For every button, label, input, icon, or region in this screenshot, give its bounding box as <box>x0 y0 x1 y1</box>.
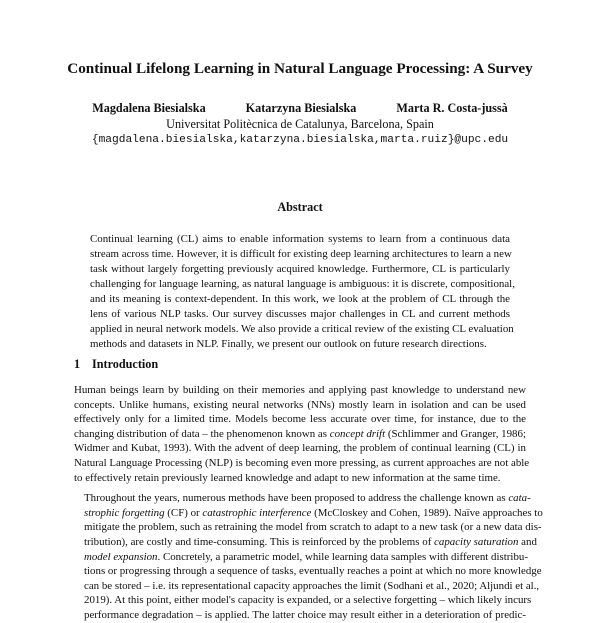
text-run: (Schlimmer and Granger, 1986; <box>385 427 526 440</box>
paragraph <box>74 383 530 485</box>
paragraph-line: concepts. Unlike humans, existing neural networks (NNs) mostly learn in isolation and can be used <box>74 398 526 411</box>
abstract-line: Continual learning (CL) aims to enable information systems to learn from a continuous data <box>90 233 510 245</box>
abstract-line: lens of various NLP tasks. Our survey discusses major challenges in CL and current methods <box>90 308 510 320</box>
paragraph-line: tions or progressing through a sequence of tasks, eventually reaches a point at which no more knowledge <box>84 565 542 578</box>
abstract-line: task without largely forgetting previously acquired knowledge. Furthermore, CL is particularly <box>90 263 510 275</box>
abstract-line: and its meaning is context-dependent. In this work, we look at the problem of CL through the <box>90 293 510 305</box>
abstract-line: stream across time. However, it is difficult for existing deep learning architectures to learn a new <box>90 248 512 260</box>
introduction-body <box>74 383 543 623</box>
paragraph-line: Widmer and Kubat, 1993). With the advent of deep learning, the problem of continual learning (CL) in <box>74 442 526 455</box>
author-emails: {magdalena.biesialska,katarzyna.biesialska,marta.ruiz}@upc.edu <box>91 134 509 146</box>
abstract-heading: Abstract <box>277 200 323 214</box>
author-list <box>0 101 600 116</box>
paragraph-line <box>74 506 543 521</box>
section-title: Introduction <box>92 357 159 371</box>
paragraph-line: mitigate the problem, such as retraining the model from scratch to adapt to a new task (or a new data dis- <box>84 521 542 534</box>
emphasized-term: catastrophic interference <box>202 506 312 519</box>
paragraph-line: can be stored – i.e. its representational capacity approaches the limit (Sodhani et al., 2020; Aljundi et al., <box>84 579 540 592</box>
abstract-line: applied in neural network models. We also provide a critical review of the existing CL evaluation <box>90 323 514 335</box>
paragraph-line: performance degradation – is applied. The latter choice may result either in a deterioration of predic- <box>84 608 526 621</box>
emphasized-term: concept drift <box>329 427 386 440</box>
paragraph-line: to effectively retain previously learned knowledge and adapt to new information at the same time. <box>74 471 501 484</box>
text-run: (CF) or <box>164 506 203 519</box>
section-number: 1 <box>74 357 81 371</box>
abstract-line: challenging for language learning, as natural language is ambiguous: it is discrete, compositional, <box>90 278 515 290</box>
abstract-body <box>90 232 515 352</box>
emphasized-term: strophic forgetting <box>84 506 165 519</box>
paragraph-line <box>74 427 526 442</box>
paragraph-line: effectively only for a limited time. Models become less accurate over time, for instance, due to the <box>74 413 526 426</box>
emphasized-term: model expansion <box>84 550 158 563</box>
text-run: tribution), are costly and time-consuming. This is reinforced by the problems of <box>84 535 435 548</box>
paragraph-line: Human beings learn by building on their memories and applying past knowledge to understand new <box>74 384 526 396</box>
emphasized-term: capacity saturation <box>434 535 519 548</box>
text-run: and <box>518 535 537 548</box>
section-heading <box>74 357 158 372</box>
emphasized-term: cata- <box>508 492 531 505</box>
text-run: (McCloskey and Cohen, 1989). Naïve approaches to <box>311 506 543 519</box>
text-run: Throughout the years, numerous methods have been proposed to address the challenge known as <box>84 492 509 505</box>
abstract-line: methods and datasets in NLP. Finally, we present our outlook on future research directions. <box>90 338 487 350</box>
paragraph-line <box>74 491 531 506</box>
text-run: changing distribution of data – the phenomenon known as <box>74 427 330 440</box>
paragraph-line <box>74 535 537 550</box>
text-run: . Concretely, a parametric model, while learning data samples with different distribu- <box>157 550 528 563</box>
author-name: Magdalena Biesialska <box>92 101 206 115</box>
author-name: Marta R. Costa-jussà <box>396 101 508 115</box>
author-name: Katarzyna Biesialska <box>245 101 357 115</box>
affiliation: Universitat Politècnica de Catalunya, Barcelona, Spain <box>166 117 434 131</box>
paragraph-line: Natural Language Processing (NLP) is becoming even more pressing, as current approaches are not able <box>74 456 530 469</box>
paragraph <box>74 491 543 622</box>
paper-title: Continual Lifelong Learning in Natural Language Processing: A Survey <box>67 60 533 77</box>
paragraph-line: 2019). At this point, either model's capacity is expanded, or a selective forgetting – which likely incurs <box>84 594 532 607</box>
paragraph-line <box>74 550 526 565</box>
